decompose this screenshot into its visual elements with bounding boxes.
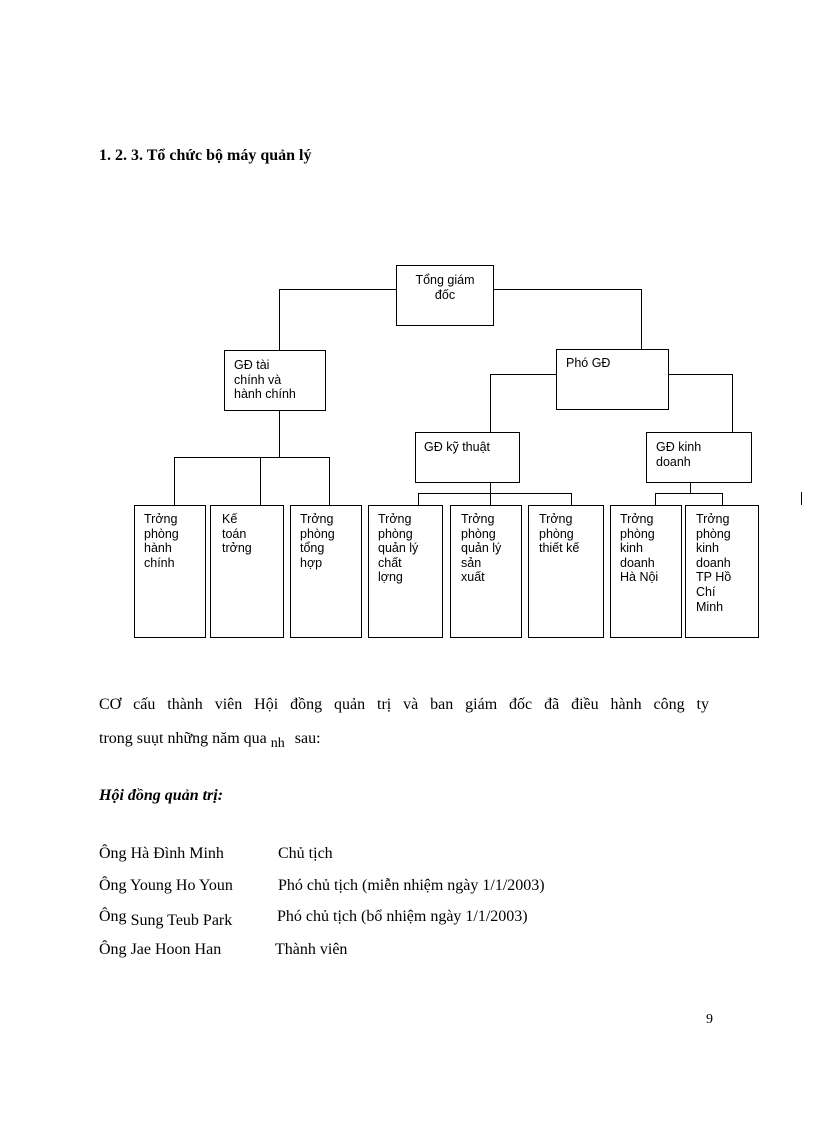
dept-box — [368, 505, 443, 638]
connector-line — [490, 493, 491, 505]
connector-line — [418, 493, 572, 494]
connector-line — [655, 493, 656, 505]
business-director-label: GĐ kinh doanh — [656, 440, 702, 469]
connector-line — [668, 374, 733, 375]
connector-line — [690, 483, 691, 493]
member-row — [99, 908, 233, 929]
intro-line-2-end: sau: — [294, 730, 321, 747]
dept-label: Trởng phòng kinh doanh TP Hồ Chí Minh — [696, 512, 732, 614]
connector-line — [418, 493, 419, 505]
connector-line — [641, 289, 642, 351]
connector-line — [260, 457, 261, 505]
member-name: Young Ho Youn — [129, 877, 233, 894]
intro-line-2-small: nh — [270, 736, 285, 751]
member-role: Chủ tịch — [278, 845, 333, 862]
deputy-director-box — [556, 349, 669, 410]
member-prefix: Ông — [99, 845, 127, 862]
connector-line — [279, 289, 396, 290]
connector-line — [329, 457, 330, 505]
connector-line — [722, 493, 723, 505]
dept-box — [685, 505, 759, 638]
dept-label: Trởng phòng hành chính — [144, 512, 179, 570]
member-role: Thành viên — [275, 941, 348, 958]
intro-line-2-start: trong suụt những năm qua — [99, 730, 267, 747]
business-director-box — [646, 432, 752, 483]
member-row — [99, 877, 233, 895]
connector-line — [490, 483, 491, 493]
finance-director-box — [224, 350, 326, 411]
member-prefix: Ông — [99, 877, 127, 894]
page-number: 9 — [706, 1012, 713, 1027]
connector-line — [494, 289, 642, 290]
connector-line — [490, 374, 491, 433]
intro-line-1: CƠ cấu thành viên Hội đồng quản trị và ban giám đốc đã điều hành công ty — [99, 696, 709, 713]
connector-line — [279, 289, 280, 351]
ceo-box — [396, 265, 494, 326]
dept-box — [210, 505, 284, 638]
technical-director-box — [415, 432, 520, 483]
member-prefix: Ông — [99, 908, 127, 925]
member-prefix: Ông — [99, 941, 127, 958]
finance-director-label: GĐ tài chính và hành chính — [234, 358, 296, 402]
section-heading: 1. 2. 3. Tổ chức bộ máy quản lý — [99, 147, 312, 164]
connector-line — [490, 374, 557, 375]
board-heading: Hội đồng quản trị: — [99, 787, 224, 804]
member-row — [99, 941, 221, 959]
member-role: Phó chủ tịch (miễn nhiệm ngày 1/1/2003) — [278, 877, 545, 894]
dept-box — [610, 505, 682, 638]
connector-line — [174, 457, 330, 458]
member-name: Hà Đình Minh — [130, 845, 224, 862]
dept-box — [450, 505, 522, 638]
connector-line — [279, 410, 280, 457]
member-name: Jae Hoon Han — [130, 941, 222, 958]
dept-label: Trởng phòng thiết kế — [539, 512, 580, 556]
technical-director-label: GĐ kỹ thuật — [424, 440, 490, 454]
connector-line — [571, 493, 572, 505]
dept-box — [134, 505, 206, 638]
connector-line — [174, 457, 175, 505]
dept-label: Trởng phòng quản lý chất lợng — [378, 512, 419, 585]
dept-box — [290, 505, 362, 638]
dept-label: Trởng phòng quản lý sản xuất — [461, 512, 502, 585]
member-role: Phó chủ tịch (bổ nhiệm ngày 1/1/2003) — [277, 908, 528, 925]
dept-box — [528, 505, 604, 638]
connector-line — [732, 374, 733, 433]
connector-line — [655, 493, 723, 494]
intro-line-2 — [99, 730, 321, 751]
dept-label: Trởng phòng tổng hợp — [300, 512, 335, 570]
dept-label: Trởng phòng kinh doanh Hà Nội — [620, 512, 659, 585]
stray-mark — [801, 492, 802, 505]
member-row — [99, 845, 224, 863]
dept-label: Kế toán trởng — [222, 512, 252, 556]
deputy-director-label: Phó GĐ — [566, 356, 611, 370]
member-name: Sung Teub Park — [130, 912, 233, 929]
ceo-label: Tổng giám đốc — [415, 273, 475, 302]
